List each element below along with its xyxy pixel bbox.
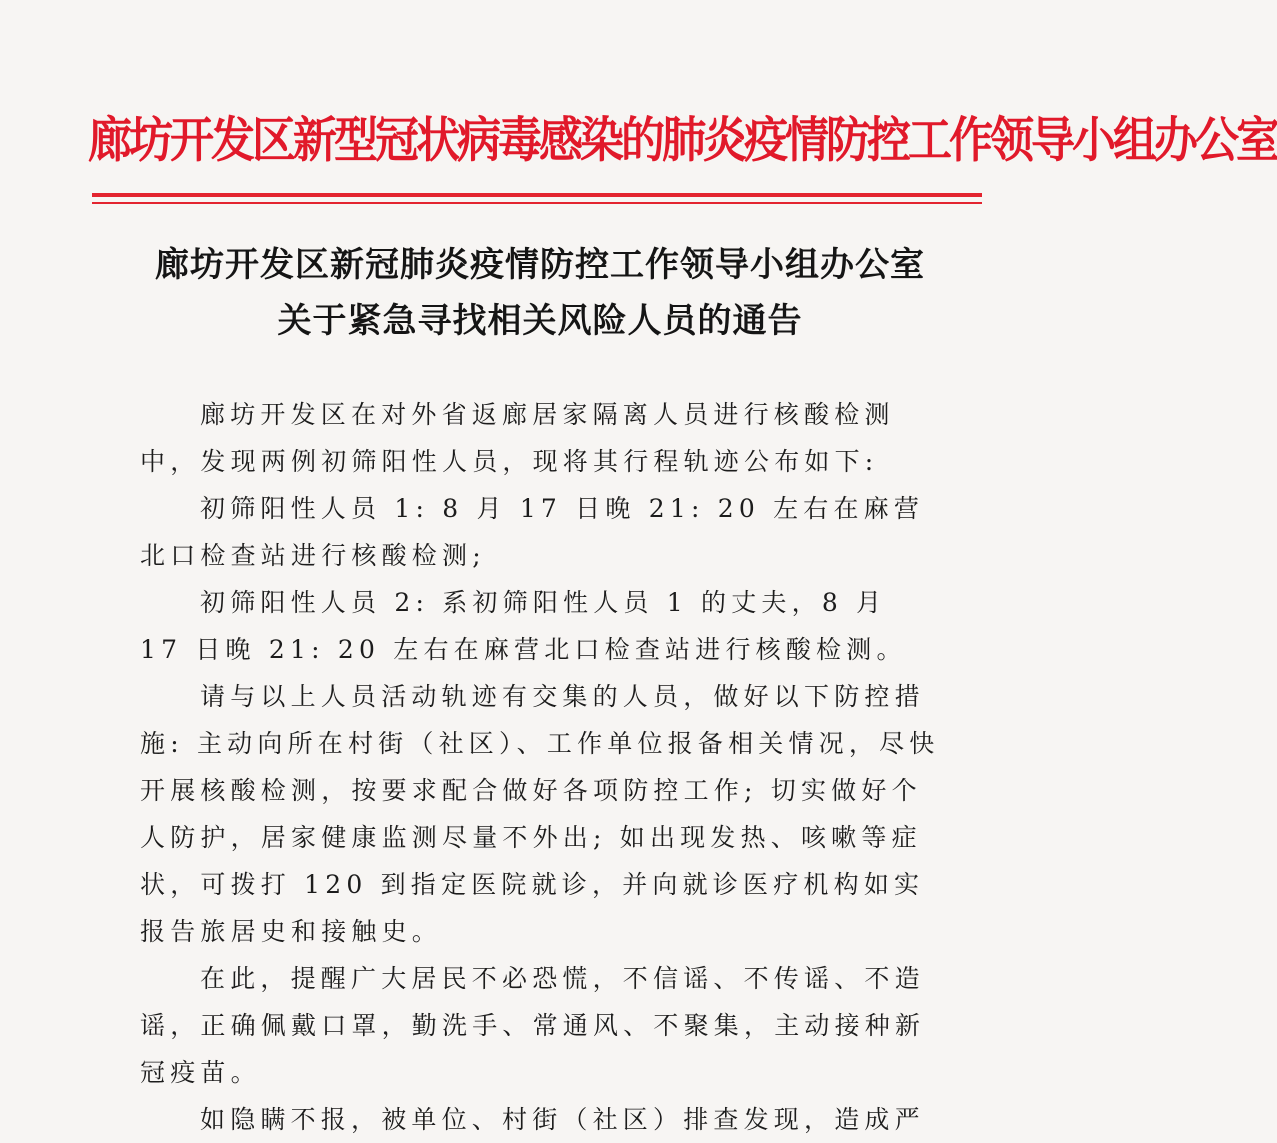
paragraph-case-2: 初筛阳性人员 2: 系初筛阳性人员 1 的丈夫，8 月 17 日晚 21: 20 左右在麻营北口检查站进行核酸检测。	[140, 588, 907, 664]
notice-title-line-2: 关于紧急寻找相关风险人员的通告	[277, 301, 803, 341]
masthead-rule-thin	[92, 202, 982, 204]
masthead-rule-thick	[92, 193, 982, 197]
paragraph-warning: 如隐瞒不报，被单位、村街（社区）排查发现，造成严	[200, 1105, 925, 1134]
paragraph-reminder: 在此，提醒广大居民不必恐慌，不信谣、不传谣、不造谣，正确佩戴口罩，勤洗手、常通风、不聚集，主动接种新冠疫苗。	[140, 964, 926, 1087]
paragraph-case-1: 初筛阳性人员 1: 8 月 17 日晚 21: 20 左右在麻营北口检查站进行核酸检测;	[140, 494, 925, 570]
paragraph-measures: 请与以上人员活动轨迹有交集的人员，做好以下防控措施: 主动向所在村街（社区）、工作单位报备相关情况，尽快开展核酸检测，按要求配合做好各项防控工作; 切实做好个人防护，居家健康监测尽量不外出; 如出现发热、咳嗽等症状，可拨打 120 到指定医院就诊，并向就诊医疗机构如实报告旅居史和接触史。	[140, 682, 940, 946]
notice-body	[140, 391, 940, 1143]
masthead-title: 廊坊开发区新型冠状病毒感染的肺炎疫情防控工作领导小组办公室	[88, 112, 1277, 169]
paragraph-intro: 廊坊开发区在对外省返廊居家隔离人员进行核酸检测中，发现两例初筛阳性人员，现将其行程轨迹公布如下:	[140, 400, 895, 476]
notice-title-line-1: 廊坊开发区新冠肺炎疫情防控工作领导小组办公室	[155, 245, 925, 285]
